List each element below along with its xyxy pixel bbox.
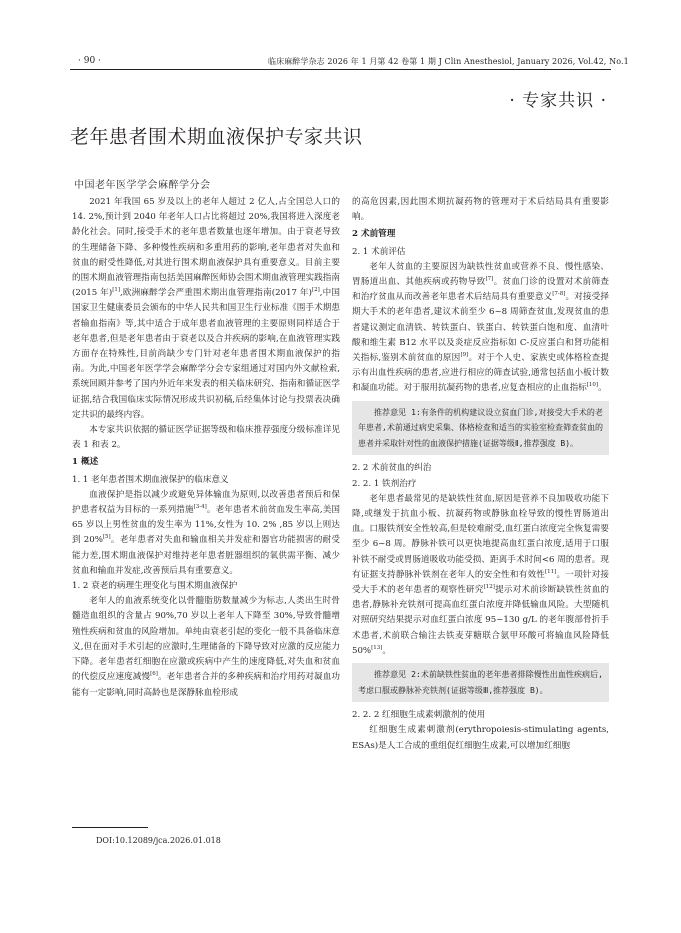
column-tag: · 专家共识 · — [509, 91, 607, 111]
subsubsection-heading: 2. 2. 2 红细胞生成素刺激剂的使用 — [352, 710, 486, 721]
citation[interactable]: [2] — [311, 287, 320, 294]
citation[interactable]: [3-4] — [193, 504, 207, 511]
subsection-heading: 2. 1 术前评估 — [352, 246, 406, 257]
citation[interactable]: [10] — [586, 382, 599, 389]
body-paragraph: 老年人贫血的主要原因为缺铁性贫血或营养不良、慢性感染、胃肠道出血、其他疾病或药物导致[7]。贫血门诊的设置对术前筛查和治疗贫血从而改善老年患者术后结局具有重要意义[7-8]。对接受择期大手术的老年患者,建议术前至少 6~8 周筛查贫血,发现贫血的患者建议测定血清铁、转铁蛋白、铁蛋白、转铁蛋白饱和度、血清叶酸和维生素 B12 水平以及炎症反应指标如 C-反应蛋白和肾功能相关指标,鉴别术前贫血的原因[9]。对于个人史、家族史或体格检查提示有出血性疾病的患者,应进行相应的筛查试验,通常包括血小板计数和凝血功能。对于服用抗凝药物的患者,应复查相应的止血指标[10]。 — [352, 261, 609, 394]
paper-title: 老年患者围术期血液保护专家共识 — [70, 126, 363, 148]
citation[interactable]: [5] — [102, 534, 111, 541]
body-paragraph: 的高危因素,因此围术期抗凝药物的管理对于术后结局具有重要影响。 — [352, 197, 609, 223]
citation[interactable]: [12] — [483, 584, 495, 591]
running-header: 临床麻醉学杂志 2026 年 1 月第 42 卷第 1 期 J Clin Anesthesiol, January 2026, Vol.42, No.1 — [268, 57, 629, 66]
citation[interactable]: [7-8] — [552, 291, 566, 298]
citation[interactable]: [1] — [112, 287, 121, 294]
subsubsection-heading: 2. 2. 1 铁剂治疗 — [352, 478, 417, 489]
body-paragraph: 血液保护是指以减少或避免异体输血为原则,以改善患者预后和保护患者权益为目标的一系列措施[3-4]。老年患者术前贫血发生率高,美国 65 岁以上男性贫血的发生率为 11%,女性为 10. 2% ,85 岁以上则达到 20%[5]。老年患者对失血和输血相关并发症和器官功能损害的耐受能力差,围术期血液保护对维持老年患者脏器组织的氧供需平衡、减少贫血和输血并发症,改善预后具有重要意义。 — [72, 489, 340, 576]
body-paragraph: 老年患者最常见的是缺铁性贫血,原因是营养不良加吸收功能下降,或继发于抗血小板、抗凝药物或静脉血栓导致的慢性胃肠道出血。口服铁剂安全性较高,但是较难耐受,血红蛋白浓度完全恢复需要至少 6~8 周。静脉补铁可以更快地提高血红蛋白浓度,适用于口服补铁不耐受或胃肠道吸收功能受损、距离手术时间<6 周的患者。现有证据支持静脉补铁剂在老年人的安全性和有效性[11]。一项针对接受大手术的老年患者的观察性研究[12]提示对术前诊断缺铁性贫血的患者,静脉补充铁剂可提高血红蛋白浓度并降低输血风险。大型随机对照研究结果提示对血红蛋白浓度 95~130 g/L 的老年腹部骨折手术患者,术前联合输注去铁麦芽糖联合氨甲环酸可将输血风险降低 50%[13]。 — [352, 493, 609, 656]
intro-paragraph: 2021 年我国 65 岁及以上的老年人超过 2 亿人,占全国总人口的 14. 2%,预计到 2040 年老年人口占比将超过 20%,我国将进入深度老龄化社会。同时,接受手术的老年患者数量也逐年增加。由于衰老导致的生理储备下降、多种慢性疾病和多重用药的影响,老年患者对失血和贫血的耐受性降低,对其进行围术期血液保护具有重要意义。目前主要的围术期血液管理指南包括美国麻醉医师协会围术期血液管理实践指南(2015 年)[1],欧洲麻醉学会严重围术期出血管理指南(2017 年)[2],中国国家卫生健康委员会颁布的中华人民共和国卫生行业标准《围手术期患者输血指南》等,其中适合于成年患者血液管理的主要原则同样适合于老年患者,但是老年患者由于衰老以及合并疾病的影响,在血液管理实践方面存在特殊性,目前尚缺少专门针对老年患者围术期血液保护的指南。为此,中国老年医学学会麻醉学分会专家组通过对国内外文献检索,系统回顾并参考了国内外近年来发表的相关临床研究、指南和循证医学证据,结合我国临床实际情况形成共识初稿,后经集体讨论与投票表决确定共识的最终内容。 — [72, 197, 341, 420]
section-heading: 1 概述 — [72, 457, 99, 468]
citation[interactable]: [13] — [371, 645, 383, 651]
recommendation-box-2: 推荐意见 2:术前缺铁性贫血的老年患者排除慢性出血性疾病后,考虑口服或静脉补充铁剂(证据等级Ⅲ,推荐强度 B)。 — [352, 663, 609, 702]
right-column — [352, 195, 609, 754]
doi[interactable]: DOI:10.12089/jca.2026.01.018 — [96, 836, 221, 845]
left-column — [72, 195, 340, 701]
author-line: 中国老年医学学会麻醉学分会 — [74, 180, 211, 191]
citation[interactable]: [9] — [460, 352, 469, 359]
body-paragraph: 红细胞生成素刺激剂(erythropoiesis-stimulating agents, ESAs)是人工合成的重组促红细胞生成素,可以增加红细胞 — [352, 725, 609, 751]
recommendation-box-1: 推荐意见 1:有条件的机构建议设立贫血门诊,对接受大手术的老年患者,术前通过病史采集、体格检查和适当的实验室检查筛查贫血的患者并采取针对性的血液保护措施(证据等级Ⅱ,推荐强度 B)。 — [352, 401, 609, 456]
section-heading: 2 术前管理 — [352, 229, 396, 240]
intro-paragraph-2: 本专家共识依据的循证医学证据等级和临床推荐强度分级标准详见表 1 和表 2。 — [72, 425, 340, 451]
citation[interactable]: [11] — [545, 568, 557, 575]
citation[interactable]: [6] — [150, 671, 158, 678]
subsection-heading: 1. 2 衰老的病理生理变化与围术期血液保护 — [72, 581, 238, 592]
citation[interactable]: [7] — [485, 276, 494, 283]
header-rule — [70, 69, 611, 70]
footnote-rule — [72, 827, 148, 828]
page-number: · 90 · — [78, 56, 101, 66]
body-paragraph: 老年人的血液系统变化以骨髓脂肪数量减少为标志,人类出生时骨髓造血组织的含量占 90%,70 岁以上老年人下降至 30%,导致骨髓增殖性疾病和贫血的风险增加。单纯由衰老引起的变化一般不具备临床意义,但在面对手术引起的应激时,生理储备的下降导致对应激的反应能力下降。老年患者红细胞在应激或疾病中产生的速度降低,对失血和贫血的代偿反应速度减慢[6]。老年患者合并的多种疾病和治疗用药对凝血功能有一定影响,同时高龄也是深静脉血栓形成 — [72, 596, 340, 698]
subsection-heading: 2. 2 术前贫血的纠治 — [352, 463, 432, 474]
subsection-heading: 1. 1 老年患者围术期血液保护的临床意义 — [72, 474, 229, 485]
